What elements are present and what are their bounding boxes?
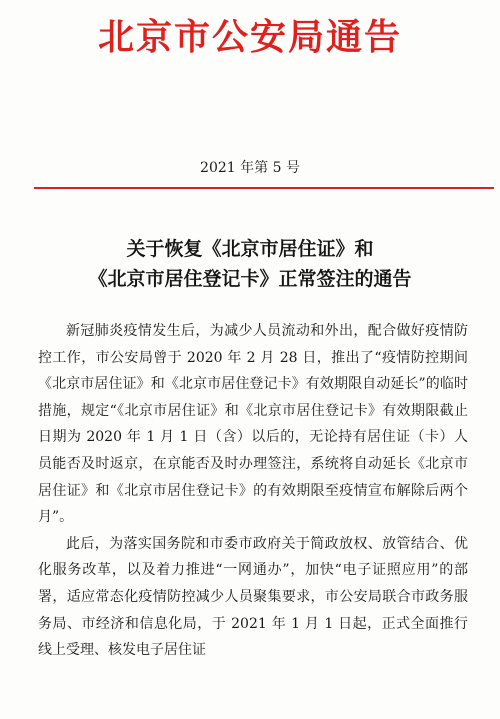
- notice-subject-line-2: 《北京市居住登记卡》正常签注的通告: [88, 268, 412, 290]
- body-paragraph-1: 新冠肺炎疫情发生后，为减少人员流动和外出，配合做好疫情防控工作，市公安局曾于 2020 年 2 月 28 日，推出了“疫情防控期间《北京市居住证》和《北京市居住登记卡》有效期限自动延长”的临时措施，规定“《北京市居住证》和《北京市居住登记卡》有效期限截止日期为 2020 年 1 月 1 日（含）以后的，无论持有居住证（卡）人员能否及时返京，在京能否及时办理签注，系统将自动延长《北京市居住证》和《北京市居住登记卡》的有效期限至疫情宣布解除后两个月”。: [38, 323, 468, 526]
- notice-subject: [0, 234, 500, 294]
- body-paragraph-2: 此后，为落实国务院和市委市政府关于简政放权、放管结合、优化服务改革，以及着力推进“一网通办”，加快“电子证照应用”的部署，适应常态化疫情防控减少人员聚集要求，市公安局联合市政务服务局、市经济和信息化局，于 2021 年 1 月 1 日起，正式全面推行线上受理、核发电子居住证: [38, 535, 468, 659]
- notice-body: [38, 318, 468, 664]
- document-title: 北京市公安局通告: [97, 17, 402, 58]
- document-number: 2021 年第 5 号: [200, 160, 300, 176]
- notice-subject-line-1: 关于恢复《北京市居住证》和: [126, 238, 374, 260]
- red-divider-line: [34, 187, 494, 189]
